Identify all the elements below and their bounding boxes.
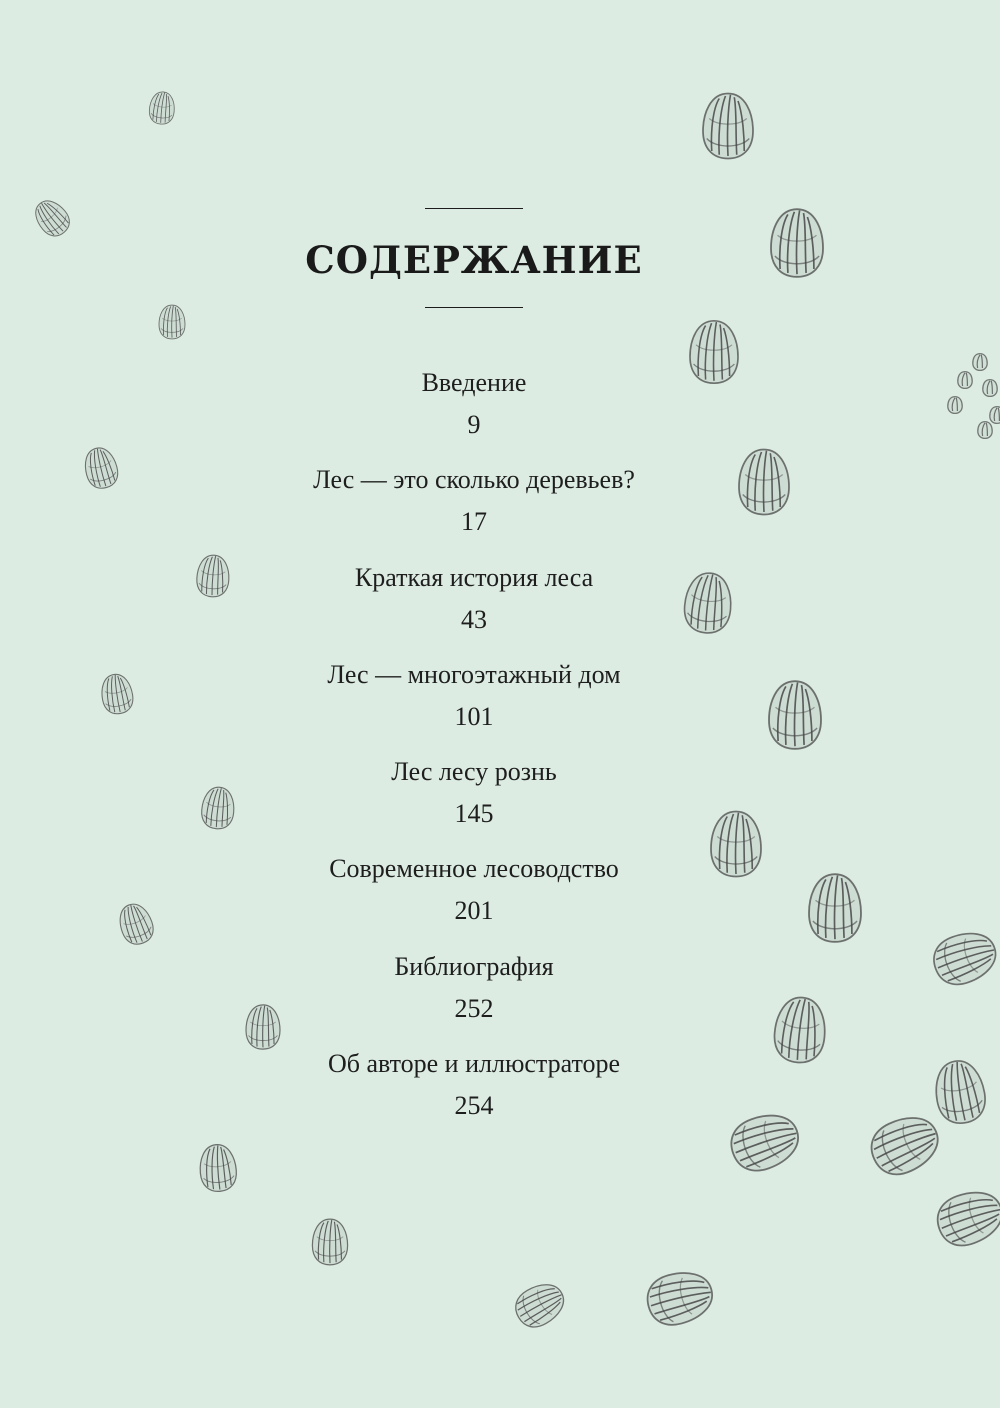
toc-chapter-title: Об авторе и иллюстраторе: [327, 1049, 621, 1079]
paw-print-icon: [931, 1057, 989, 1127]
paw-print-icon: [703, 94, 753, 159]
toc-title: СОДЕРЖАНИЕ: [305, 238, 643, 282]
toc-chapter-title: Лес — это сколько деревьев?: [313, 465, 635, 495]
paw-toe-icon: [958, 372, 972, 389]
paw-print-icon: [642, 1265, 718, 1330]
paw-print-icon: [863, 1107, 946, 1183]
paw-toe-icon: [948, 397, 962, 414]
paw-print-icon: [771, 209, 823, 277]
paw-toe-icon: [978, 422, 992, 439]
toc-chapter-title: Лес лесу рознь: [391, 757, 557, 787]
paw-print-icon: [809, 874, 861, 942]
toc-entry-about-authors[interactable]: [200, 1045, 748, 1142]
paw-print-icon: [312, 1219, 347, 1265]
toc-page-number: 43: [461, 604, 487, 634]
toc-page-number: 252: [454, 993, 494, 1023]
toc-chapter-title: Современное лесоводство: [329, 854, 619, 884]
paw-print-icon: [159, 305, 185, 339]
paw-print-icon: [99, 672, 136, 716]
paw-print-icon: [29, 194, 75, 241]
paw-print-icon: [931, 1183, 1000, 1252]
paw-print-icon: [198, 1143, 238, 1193]
toc-chapter-title: Краткая история леса: [354, 562, 594, 592]
toc-entry-introduction[interactable]: [200, 364, 748, 461]
toc-entry-modern-forestry[interactable]: [200, 850, 748, 947]
paw-print-icon: [769, 681, 821, 749]
toc-entry-bibliography[interactable]: [200, 948, 748, 1045]
toc-entry-forest-differs[interactable]: [200, 753, 748, 850]
paw-print-icon: [509, 1276, 571, 1334]
toc-chapter-title: Библиография: [394, 951, 554, 981]
paw-print-icon: [148, 91, 176, 125]
toc-page-number: 145: [454, 799, 494, 829]
paw-print-icon: [114, 900, 157, 949]
paw-print-icon: [927, 925, 1000, 991]
paw-toe-icon: [973, 354, 987, 371]
paw-toe-icon: [990, 407, 1000, 424]
toc-page-number: 101: [454, 701, 494, 731]
paw-print-icon: [81, 444, 122, 491]
toc-entry-multistory-house[interactable]: [200, 656, 748, 753]
paw-toe-icon: [983, 380, 997, 397]
toc-list: [200, 364, 748, 1142]
toc-entry-forest-history[interactable]: [200, 559, 748, 656]
toc-page-number: 9: [467, 410, 481, 439]
paw-print-icon: [772, 995, 827, 1064]
title-rule-bottom: [425, 307, 523, 308]
toc-chapter-title: Введение: [421, 368, 527, 397]
toc-chapter-title: Лес — многоэтажный дом: [327, 659, 621, 689]
toc-page-number: 201: [454, 896, 494, 926]
title-rule-top: [425, 208, 523, 209]
toc-entry-how-many-trees[interactable]: [200, 461, 748, 558]
toc-page-number: 254: [454, 1091, 494, 1121]
toc-page-number: 17: [461, 507, 487, 537]
